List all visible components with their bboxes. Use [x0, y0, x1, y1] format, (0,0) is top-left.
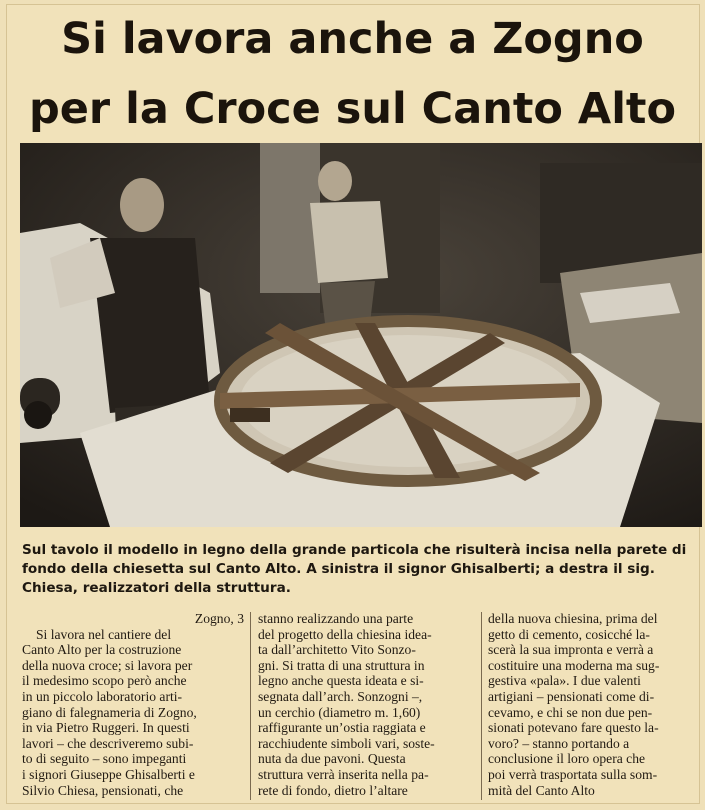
article-line: un cerchio (diametro m. 1,60) [258, 704, 421, 720]
article-line: stanno realizzando una parte [258, 611, 414, 626]
article-line: racchiudente simboli vari, soste- [258, 735, 435, 751]
article-line: raffigurante un’ostia raggiata e [258, 720, 426, 736]
article-line: gni. Si tratta di una struttura in [258, 657, 425, 673]
article-line: sionati potevano fare questo la- [488, 720, 659, 736]
caption-line: fondo della chiesetta sul Canto Alto. A sinistra il signor Ghisalberti; a destra il sig. [22, 561, 655, 577]
article-line: poi verrà trasportata sulla som- [488, 766, 658, 782]
article-line: legno anche questa ideata e si- [258, 673, 424, 689]
article-line: Silvio Chiesa, pensionati, che [22, 782, 184, 798]
article-line: segnata dall’arch. Sonzogni –, [258, 688, 423, 704]
article-line: in via Pietro Ruggeri. In questi [22, 720, 190, 736]
article-line: to di seguito – sono impeganti [22, 751, 187, 767]
article-line: in un piccolo laboratorio arti- [22, 688, 183, 704]
article-column-2 [258, 611, 476, 798]
article-line: ta dall’architetto Vito Sonzo- [258, 642, 416, 658]
column-divider [250, 612, 251, 800]
article-line: mità del Canto Alto [488, 782, 595, 798]
article-line: del progetto della chiesina idea- [258, 626, 432, 642]
caption-line: Chiesa, realizzatori della struttura. [22, 580, 291, 596]
article-line: struttura verrà inserita nella pa- [258, 766, 429, 782]
article-line: i signori Giuseppe Ghisalberti e [22, 766, 195, 782]
article-line: rete di fondo, dietro l’altare [258, 782, 408, 798]
article-line: della nuova croce; si lavora per [22, 657, 193, 673]
article-line: scerà la sua impronta e verrà a [488, 642, 654, 658]
headline-line-1: Si lavora anche a Zogno [61, 14, 644, 64]
article-column-3 [488, 611, 700, 798]
article-line: nuta da due pavoni. Questa [258, 751, 406, 767]
column-divider [481, 612, 482, 800]
article-line: artigiani – pensionati come di- [488, 688, 655, 704]
article-line: cevamo, e chi se non due pen- [488, 704, 653, 720]
article-column-1 [22, 611, 244, 798]
article-line: della nuova chiesina, prima del [488, 611, 658, 626]
article-line: gestiva «pala». I due valenti [488, 673, 641, 689]
workshop-photo [20, 143, 702, 527]
article-line: Si lavora nel cantiere del [36, 626, 172, 642]
headline-line-2: per la Croce sul Canto Alto [28, 84, 677, 134]
article-line: il medesimo scopo però anche [22, 673, 187, 689]
article-line: Canto Alto per la costruzione [22, 642, 182, 658]
article-line: costituire una moderna ma sug- [488, 657, 660, 673]
article-line: getto di cemento, cosicché la- [488, 626, 650, 642]
photo-workshop-cross-model [20, 143, 702, 527]
article-line: lavori – che descriveremo subi- [22, 735, 194, 751]
photo-caption [22, 541, 702, 598]
dateline: Zogno, 3 [194, 611, 244, 626]
article-line: conclusione il loro opera che [488, 751, 646, 767]
article-line: giano di falegnameria di Zogno, [22, 704, 197, 720]
caption-line: Sul tavolo il modello in legno della grande particola che risulterà incisa nella parete di [22, 542, 687, 558]
article-line: voro? – stanno portando a [488, 735, 630, 751]
